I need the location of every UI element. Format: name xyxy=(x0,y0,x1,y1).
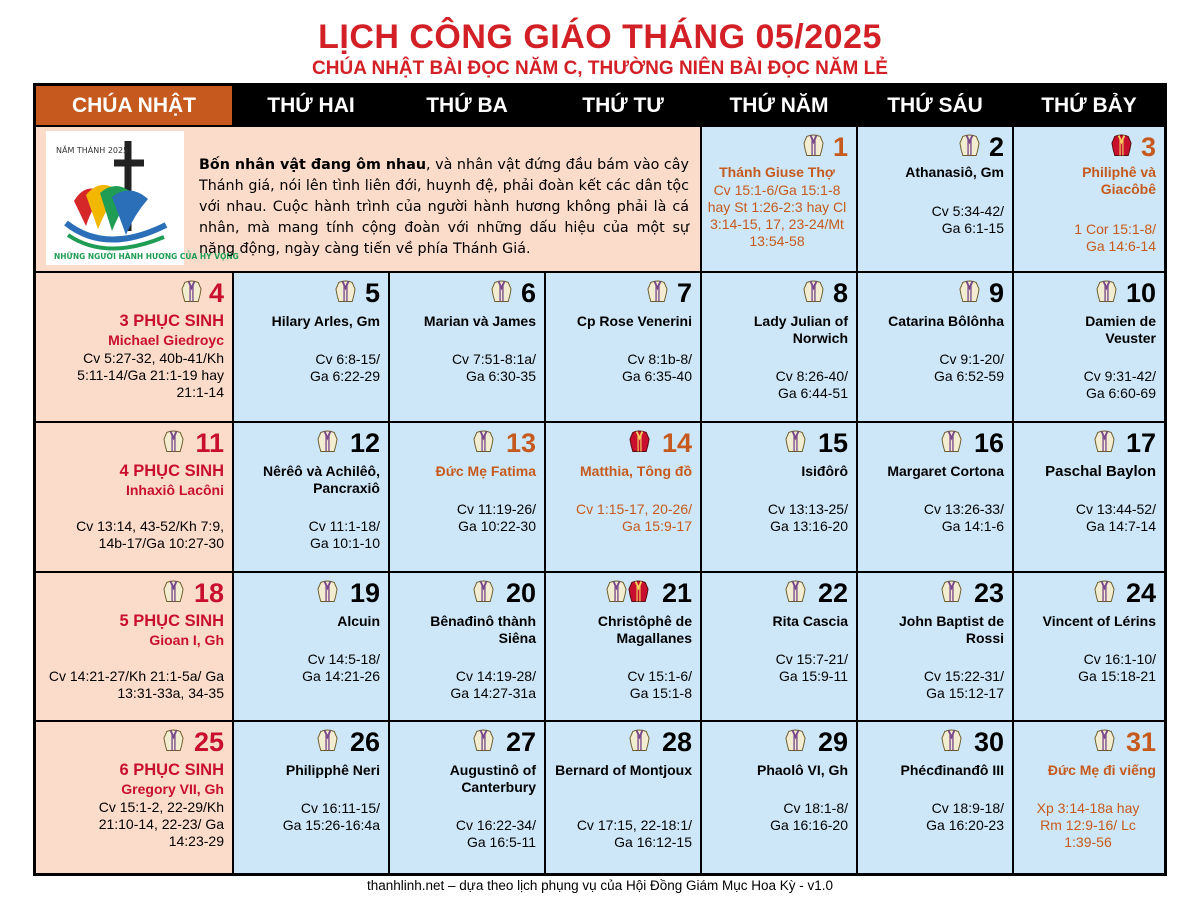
day-number: 19 xyxy=(349,578,380,608)
reading-line: Ga 6:22-29 xyxy=(309,368,380,384)
white-vestment-icon xyxy=(473,579,494,603)
day-number: 13 xyxy=(505,428,536,458)
reading-line: Ga 14:6-14 xyxy=(1085,238,1156,254)
weekday-header-sunday: CHÚA NHẬT xyxy=(36,86,232,125)
readings xyxy=(862,668,1004,702)
readings xyxy=(706,501,848,535)
saint-name: Gregory VII, Gh xyxy=(121,781,224,797)
red-vestment-icon xyxy=(628,579,649,603)
reading-line: Cv 18:9-18/ xyxy=(931,800,1004,816)
reading-line: Cv 15:1-6/ xyxy=(627,668,692,684)
day-cell-4[interactable] xyxy=(36,273,232,421)
white-vestment-icon xyxy=(163,579,184,603)
reading-line: Cv 18:1-8/ xyxy=(783,800,848,816)
white-vestment-icon xyxy=(803,133,824,157)
day-cell-6[interactable] xyxy=(390,273,544,421)
reading-line: Cv 9:31-42/ xyxy=(1083,368,1156,384)
white-vestment-icon xyxy=(317,579,338,603)
reading-line: Cv 15:22-31/ xyxy=(923,668,1004,684)
readings xyxy=(550,351,692,385)
reading-line: Ga 15:9-11 xyxy=(778,668,848,684)
day-number: 17 xyxy=(1125,428,1156,458)
day-cell-22[interactable] xyxy=(702,573,856,720)
reading-line: Ga 13:16-20 xyxy=(770,518,848,534)
white-vestment-icon xyxy=(473,728,494,752)
day-cell-2[interactable] xyxy=(858,127,1012,271)
reading-line: Cv 15:7-21/ xyxy=(775,651,848,667)
reading-line: Ga 15:26-16:4a xyxy=(282,817,380,833)
white-vestment-icon xyxy=(491,279,512,303)
readings xyxy=(550,501,692,535)
white-vestment-icon xyxy=(1096,279,1117,303)
reading-line: Cv 8:1b-8/ xyxy=(627,351,692,367)
white-vestment-icon xyxy=(606,579,627,603)
white-vestment-icon xyxy=(647,279,668,303)
white-vestment-icon xyxy=(803,279,824,303)
saint-name: Nêrêô và Achilêô, Pancraxiô xyxy=(263,463,380,496)
day-cell-14[interactable] xyxy=(546,423,700,571)
white-vestment-icon xyxy=(163,429,184,453)
day-number: 30 xyxy=(973,727,1004,757)
white-vestment-icon xyxy=(1094,429,1115,453)
saint-name: Bênađinô thành Siêna xyxy=(430,613,536,646)
reading-line: Ga 10:1-10 xyxy=(309,535,380,551)
reading-line: 1 Cor 15:1-8/ xyxy=(1074,221,1156,237)
readings xyxy=(238,518,380,552)
saint-name: Thánh Giuse Thợ xyxy=(719,164,835,180)
white-vestment-icon xyxy=(959,133,980,157)
reading-line: Cv 14:19-28/ xyxy=(455,668,536,684)
white-vestment-icon xyxy=(629,728,650,752)
readings: Cv 14:21-27/Kh 21:1-5a/ Ga 13:31-33a, 34-35 xyxy=(48,668,224,701)
red-vestment-icon xyxy=(629,429,650,453)
day-number: 4 xyxy=(208,278,224,308)
readings xyxy=(238,800,380,834)
white-vestment-icon xyxy=(959,279,980,303)
readings xyxy=(706,651,848,685)
calendar-grid xyxy=(33,83,1167,876)
feast-name: 3 PHỤC SINH xyxy=(119,312,224,330)
day-number: 15 xyxy=(817,428,848,458)
weekday-header-wednesday: THỨ TƯ xyxy=(546,86,700,125)
readings xyxy=(1018,221,1156,255)
feast-name: 4 PHỤC SINH xyxy=(119,462,224,480)
saint-name: Phécđinanđô III xyxy=(900,762,1004,778)
day-number: 31 xyxy=(1125,727,1156,757)
day-cell-19[interactable] xyxy=(234,573,388,720)
saint-name: Paschal Baylon xyxy=(1045,463,1156,480)
reading-line: Ga 6:44-51 xyxy=(777,385,848,401)
white-vestment-icon xyxy=(785,728,806,752)
intro-panel xyxy=(36,127,700,271)
day-number: 11 xyxy=(195,428,224,458)
readings xyxy=(1018,368,1156,402)
logo-bottom-text: NHỮNG NGƯỜI HÀNH HƯƠNG CỦA HY VỌNG xyxy=(54,252,239,261)
reading-line: Cv 16:1-10/ xyxy=(1083,651,1156,667)
day-number: 10 xyxy=(1125,278,1156,308)
reading-line: Ga 15:1-8 xyxy=(629,685,692,701)
readings xyxy=(706,368,848,402)
intro-text xyxy=(199,155,689,260)
white-vestment-icon xyxy=(317,728,338,752)
white-vestment-icon xyxy=(1094,579,1115,603)
day-number: 1 xyxy=(832,132,848,162)
readings xyxy=(862,203,1004,237)
day-cell-13[interactable] xyxy=(390,423,544,571)
readings xyxy=(394,668,536,702)
reading-line: Ga 16:5-11 xyxy=(466,834,536,850)
readings: Cv 15:1-2, 22-29/Kh 21:10-14, 22-23/ Ga 14:23-29 xyxy=(98,799,224,849)
readings: Cv 5:27-32, 40b-41/Kh 5:11-14/Ga 21:1-19 hay 21:1-14 xyxy=(77,350,224,400)
reading-line: Ga 14:1-6 xyxy=(941,518,1004,534)
reading-line: Ga 14:21-26 xyxy=(302,668,380,684)
saint-name: Rita Cascia xyxy=(772,613,848,629)
saint-name: Philipphê Neri xyxy=(285,762,380,778)
day-cell-12[interactable] xyxy=(234,423,388,571)
reading-line: Cv 17:15, 22-18:1/ xyxy=(576,817,692,833)
saint-name: Damien de Veuster xyxy=(1085,313,1156,346)
footer-credit: thanhlinh.net – dựa theo lịch phụng vụ của Hội Đồng Giám Mục Hoa Kỳ - v1.0 xyxy=(366,878,834,893)
readings: Xp 3:14-18a hay Rm 12:9-16/ Lc 1:39-56 xyxy=(1036,800,1140,850)
readings: Cv 15:1-6/Ga 15:1-8 hay St 1:26-2:3 hay Cl 3:14-15, 17, 23-24/Mt 13:54-58 xyxy=(707,182,847,249)
reading-line: Ga 16:12-15 xyxy=(614,834,692,850)
weekday-header-friday: THỨ SÁU xyxy=(858,86,1012,125)
day-number: 24 xyxy=(1125,578,1156,608)
intro-body: , và nhân vật đứng đầu bám vào cây Thánh giá, nói lên tình liên đới, huynh đệ, phải đoàn kết các dân tộc với nhau. Cuộc hành trình của người hành hương không phải là cá nhân, mà mang tính cộng đoàn với những dấu hiệu của một sự năng động, ngày càng tiến về phía Thánh Giá. xyxy=(199,157,689,257)
day-cell-21[interactable] xyxy=(546,573,700,720)
white-vestment-icon xyxy=(785,579,806,603)
logo-top-text: NĂM THÁNH 2025 xyxy=(56,146,129,155)
reading-line: Ga 14:7-14 xyxy=(1085,518,1156,534)
saint-name: Athanasiô, Gm xyxy=(905,164,1004,180)
day-number: 16 xyxy=(973,428,1004,458)
readings xyxy=(1018,501,1156,535)
day-cell-24[interactable] xyxy=(1014,573,1164,720)
day-number: 21 xyxy=(661,578,692,608)
saint-name: Vincent of Lérins xyxy=(1042,613,1156,629)
reading-line: Cv 6:8-15/ xyxy=(315,351,380,367)
readings xyxy=(394,501,536,535)
readings xyxy=(706,800,848,834)
white-vestment-icon xyxy=(941,579,962,603)
reading-line: Cv 5:34-42/ xyxy=(931,203,1004,219)
reading-line: Ga 14:27-31a xyxy=(450,685,536,701)
saint-name: Lady Julian of Norwich xyxy=(753,313,848,346)
saint-name: Marian và James xyxy=(423,313,536,329)
reading-line: Cv 14:5-18/ xyxy=(307,651,380,667)
saint-name: Christôphê de Magallanes xyxy=(597,613,692,646)
day-cell-29[interactable] xyxy=(702,722,856,873)
reading-line: Ga 15:12-17 xyxy=(926,685,1004,701)
day-number: 8 xyxy=(832,278,848,308)
day-cell-10[interactable] xyxy=(1014,273,1164,421)
readings xyxy=(862,351,1004,385)
day-cell-28[interactable] xyxy=(546,722,700,873)
day-cell-23[interactable] xyxy=(858,573,1012,720)
day-number: 28 xyxy=(661,727,692,757)
saint-name: Matthia, Tông đồ xyxy=(580,463,692,479)
red-vestment-icon xyxy=(1111,133,1132,157)
day-number: 26 xyxy=(349,727,380,757)
day-cell-30[interactable] xyxy=(858,722,1012,873)
day-cell-11[interactable] xyxy=(36,423,232,571)
day-cell-31[interactable] xyxy=(1014,722,1164,873)
saint-name: Alcuin xyxy=(337,613,380,629)
day-cell-16[interactable] xyxy=(858,423,1012,571)
reading-line: Ga 6:1-15 xyxy=(941,220,1004,236)
saint-name: Gioan I, Gh xyxy=(149,632,224,648)
page-subtitle: CHÚA NHẬT BÀI ĐỌC NĂM C, THƯỜNG NIÊN BÀI ĐỌC NĂM LẺ xyxy=(312,58,888,79)
saint-name: Đức Mẹ đi viếng xyxy=(1047,762,1156,778)
weekday-header-monday: THỨ HAI xyxy=(234,86,388,125)
jubilee-logo xyxy=(46,131,239,265)
saint-name: Inhaxiô Lacôni xyxy=(125,482,224,498)
day-cell-15[interactable] xyxy=(702,423,856,571)
readings xyxy=(238,351,380,385)
reading-line: Cv 11:1-18/ xyxy=(308,518,380,534)
weekday-header-tuesday: THỨ BA xyxy=(390,86,544,125)
intro-bold: Bốn nhân vật đang ôm nhau xyxy=(199,157,427,173)
white-vestment-icon xyxy=(1094,728,1115,752)
reading-line: Cv 16:22-34/ xyxy=(455,817,536,833)
saint-name: Hilary Arles, Gm xyxy=(271,313,380,329)
feast-name: 6 PHỤC SINH xyxy=(119,761,224,779)
day-number: 23 xyxy=(973,578,1004,608)
day-number: 14 xyxy=(661,428,692,458)
saint-name: Michael Giedroyc xyxy=(108,332,224,348)
reading-line: Ga 6:30-35 xyxy=(465,368,536,384)
day-number: 7 xyxy=(676,278,692,308)
day-number: 18 xyxy=(193,578,224,608)
day-cell-20[interactable] xyxy=(390,573,544,720)
page-title: LỊCH CÔNG GIÁO THÁNG 05/2025 xyxy=(318,18,882,56)
reading-line: Cv 13:44-52/ xyxy=(1075,501,1156,517)
day-number: 9 xyxy=(988,278,1004,308)
day-cell-25[interactable] xyxy=(36,722,232,873)
day-number: 6 xyxy=(520,278,536,308)
white-vestment-icon xyxy=(941,429,962,453)
day-cell-5[interactable] xyxy=(234,273,388,421)
reading-line: Cv 9:1-20/ xyxy=(939,351,1004,367)
saint-name: Philiphê và Giacôbê xyxy=(1082,164,1156,197)
white-vestment-icon xyxy=(335,279,356,303)
weekday-header-thursday: THỨ NĂM xyxy=(702,86,856,125)
day-cell-1[interactable] xyxy=(702,127,856,271)
white-vestment-icon xyxy=(317,429,338,453)
readings xyxy=(550,817,692,851)
day-cell-8[interactable] xyxy=(702,273,856,421)
day-cell-7[interactable] xyxy=(546,273,700,421)
day-number: 2 xyxy=(988,132,1004,162)
readings xyxy=(238,651,380,685)
reading-line: Cv 11:19-26/ xyxy=(456,501,536,517)
reading-line: Ga 16:20-23 xyxy=(926,817,1004,833)
readings xyxy=(394,351,536,385)
readings xyxy=(550,668,692,702)
readings: Cv 13:14, 43-52/Kh 7:9, 14b-17/Ga 10:27-30 xyxy=(76,518,224,551)
white-vestment-icon xyxy=(181,279,202,303)
white-vestment-icon xyxy=(473,429,494,453)
weekday-header-saturday: THỨ BẢY xyxy=(1014,86,1164,125)
reading-line: Ga 6:35-40 xyxy=(621,368,692,384)
reading-line: Cv 13:26-33/ xyxy=(923,501,1004,517)
saint-name: Catarina Bôlônha xyxy=(888,313,1004,329)
feast-name: 5 PHỤC SINH xyxy=(119,612,224,630)
saint-name: Phaolô VI, Gh xyxy=(756,762,848,778)
day-number: 27 xyxy=(505,727,536,757)
reading-line: Cv 8:26-40/ xyxy=(775,368,848,384)
white-vestment-icon xyxy=(941,728,962,752)
white-vestment-icon xyxy=(785,429,806,453)
readings xyxy=(1018,651,1156,685)
readings xyxy=(862,501,1004,535)
reading-line: Ga 15:18-21 xyxy=(1078,668,1156,684)
saint-name: Isiđôrô xyxy=(801,463,848,479)
day-number: 3 xyxy=(1140,132,1156,162)
saint-name: Bernard of Montjoux xyxy=(555,762,692,778)
day-cell-26[interactable] xyxy=(234,722,388,873)
day-cell-27[interactable] xyxy=(390,722,544,873)
readings xyxy=(862,800,1004,834)
day-number: 12 xyxy=(349,428,380,458)
reading-line: Cv 7:51-8:1a/ xyxy=(451,351,536,367)
reading-line: Ga 6:52-59 xyxy=(933,368,1004,384)
saint-name: John Baptist de Rossi xyxy=(898,613,1004,646)
day-number: 25 xyxy=(193,727,224,757)
day-cell-3[interactable] xyxy=(1014,127,1164,271)
day-cell-18[interactable] xyxy=(36,573,232,720)
day-number: 5 xyxy=(364,278,380,308)
day-cell-9[interactable] xyxy=(858,273,1012,421)
saint-name: Đức Mẹ Fatima xyxy=(435,463,536,479)
saint-name: Margaret Cortona xyxy=(887,463,1004,479)
saint-name: Cp Rose Venerini xyxy=(576,313,692,329)
reading-line: Cv 1:15-17, 20-26/ xyxy=(576,501,692,517)
reading-line: Ga 10:22-30 xyxy=(458,518,536,534)
reading-line: Cv 16:11-15/ xyxy=(300,800,380,816)
day-number: 29 xyxy=(817,727,848,757)
reading-line: Ga 15:9-17 xyxy=(621,518,692,534)
day-cell-17[interactable] xyxy=(1014,423,1164,571)
reading-line: Cv 13:13-25/ xyxy=(767,501,848,517)
saint-name: Augustinô of Canterbury xyxy=(449,762,536,795)
day-number: 20 xyxy=(505,578,536,608)
reading-line: Ga 6:60-69 xyxy=(1085,385,1156,401)
readings xyxy=(394,817,536,851)
reading-line: Ga 16:16-20 xyxy=(770,817,848,833)
white-vestment-icon xyxy=(163,728,184,752)
day-number: 22 xyxy=(817,578,848,608)
